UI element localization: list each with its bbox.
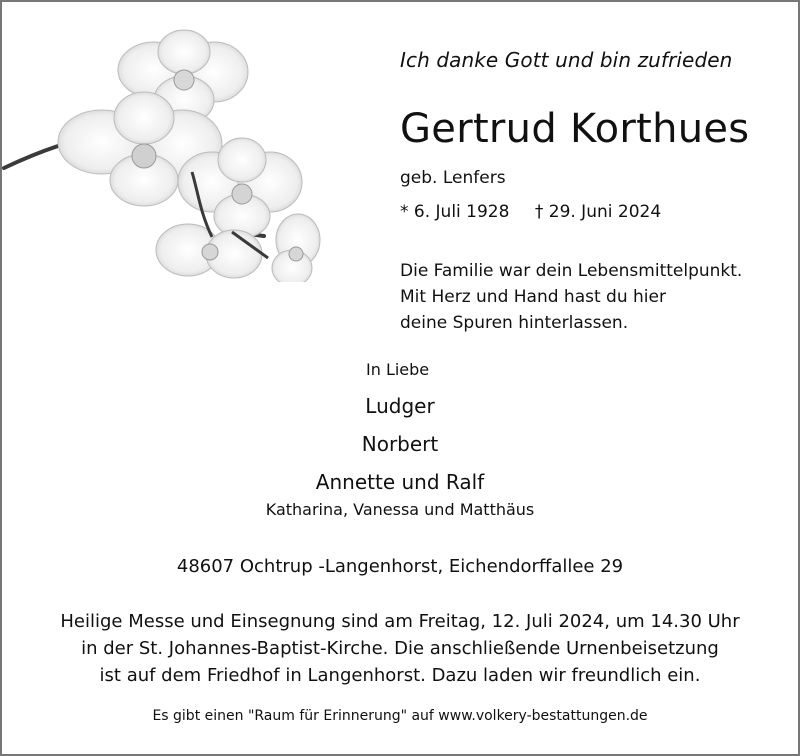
- motto-line: Die Familie war dein Lebensmittelpunkt.: [400, 261, 743, 281]
- motto-text: [400, 258, 742, 336]
- in-love-label: In Liebe: [366, 360, 430, 379]
- service-line: in der St. Johannes-Baptist-Kirche. Die anschließende Urnenbeisetzung: [81, 638, 719, 659]
- deceased-name: Gertrud Korthues: [400, 106, 750, 152]
- service-line: Heilige Messe und Einsegnung sind am Freitag, 12. Juli 2024, um 14.30 Uhr: [60, 611, 740, 632]
- birth-date: * 6. Juli 1928: [400, 202, 510, 222]
- service-line: ist auf dem Friedhof in Langenhorst. Dazu laden wir freundlich ein.: [99, 665, 701, 686]
- mourner-name: Ludger: [365, 394, 435, 418]
- birth-name: geb. Lenfers: [400, 168, 506, 188]
- grandchildren-names: Katharina, Vanessa und Matthäus: [265, 500, 535, 519]
- service-info: [0, 608, 800, 689]
- life-dates: [400, 202, 661, 222]
- footer-note: Es gibt einen "Raum für Erinnerung" auf www.volkery-bestattungen.de: [152, 708, 648, 724]
- quote-text: Ich danke Gott und bin zufrieden: [400, 48, 733, 72]
- orchid-flower-icon: [2, 22, 332, 282]
- mourner-name: Norbert: [361, 432, 439, 456]
- motto-line: deine Spuren hinterlassen.: [400, 313, 629, 333]
- death-date: † 29. Juni 2024: [534, 202, 662, 222]
- motto-line: Mit Herz und Hand hast du hier: [400, 287, 666, 307]
- mourner-name: Annette und Ralf: [315, 470, 485, 494]
- address-line: 48607 Ochtrup -Langenhorst, Eichendorffallee 29: [176, 556, 624, 577]
